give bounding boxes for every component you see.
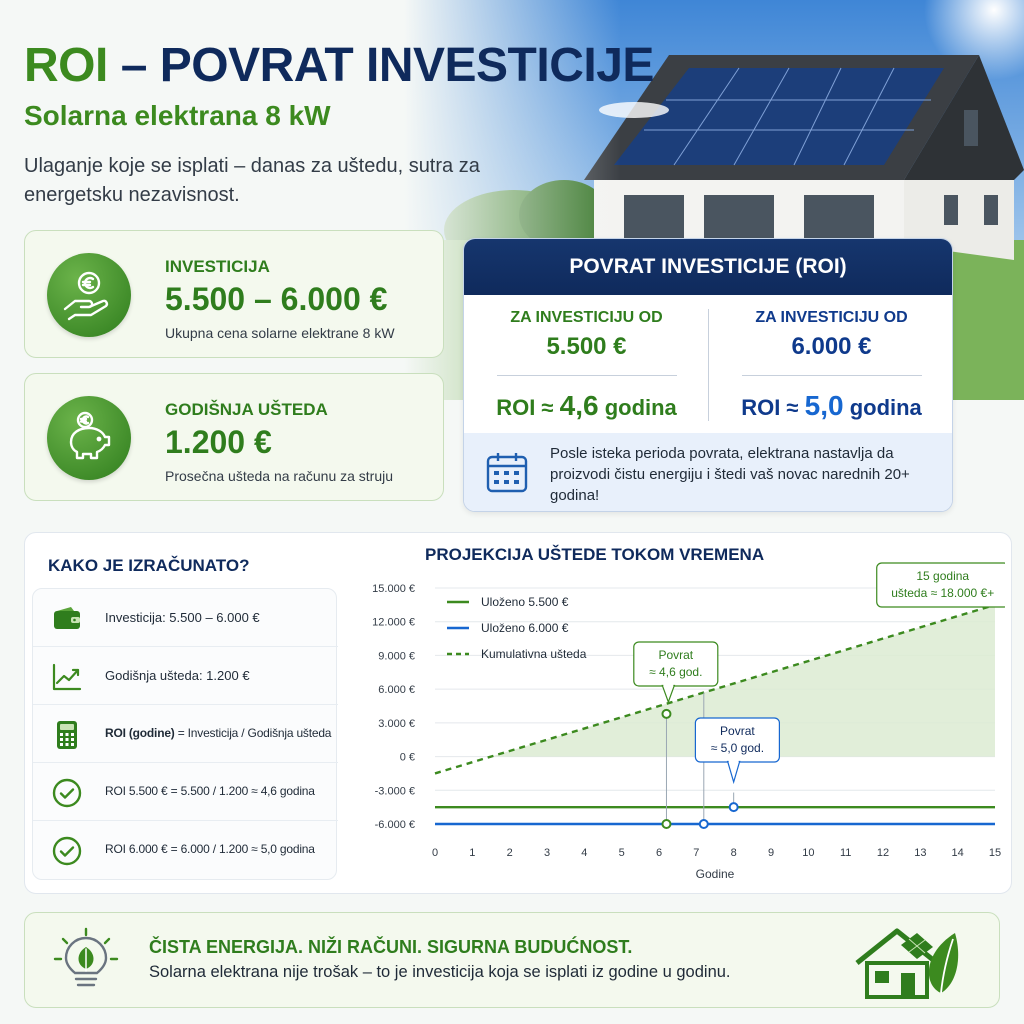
tagline: Ulaganje koje se isplati – danas za uštedu, sutra za energetsku nezavisnost. <box>24 155 480 206</box>
roi-right-years: 5,0 <box>804 390 844 421</box>
list-item-text: Godišnja ušteda: 1.200 € <box>105 668 250 683</box>
x-tick-label: 10 <box>802 847 815 859</box>
footer-headline: ČISTA ENERGIJA. NIŽI RAČUNI. SIGURNA BUDUĆNOST. <box>149 937 633 957</box>
x-tick-label: 12 <box>876 847 890 859</box>
legend-label-2: Kumulativna ušteda <box>481 647 587 661</box>
how-calculated-list <box>32 588 337 880</box>
savings-desc: Prosečna ušteda na računu za struju <box>165 468 394 484</box>
annotation-line2-2: ušteda ≈ 18.000 €+ <box>891 586 995 600</box>
divider <box>497 375 677 376</box>
investment-value: 5.500 – 6.000 € <box>165 281 388 317</box>
title-roi: ROI <box>24 39 108 92</box>
lightbulb-leaf-icon <box>51 927 121 997</box>
roi-right-result <box>709 390 953 422</box>
x-tick-label: 9 <box>767 847 775 859</box>
data-marker-2 <box>700 820 708 828</box>
chart-title: PROJEKCIJA UŠTEDE TOKOM VREMENA <box>425 545 765 564</box>
list-item <box>33 647 338 705</box>
savings-card <box>24 373 444 501</box>
formula-rest: = Investicija / Godišnja ušteda <box>174 726 332 740</box>
list-item <box>33 705 338 763</box>
list-item <box>33 763 338 821</box>
data-marker-0 <box>662 710 670 718</box>
x-tick-label: 13 <box>914 847 927 859</box>
y-tick-label: 15.000 € <box>372 583 415 595</box>
list-item-text: ROI 5.500 € = 5.500 / 1.200 ≈ 4,6 godina <box>105 784 315 798</box>
list-item-text <box>105 726 331 740</box>
list-item-text: ROI 6.000 € = 6.000 / 1.200 ≈ 5,0 godina <box>105 842 315 856</box>
savings-label: GODIŠNJA UŠTEDA <box>165 400 328 419</box>
legend-label-0: Uloženo 5.500 € <box>481 595 569 609</box>
trend-up-icon <box>51 661 83 693</box>
roi-column-6000 <box>709 309 953 422</box>
annotation-line1-2: 15 godina <box>916 569 970 583</box>
divider <box>742 375 922 376</box>
x-tick-label: 15 <box>988 847 1002 859</box>
roi-left-years: 4,6 <box>559 390 599 421</box>
investment-desc: Ukupna cena solarne elektrane 8 kW <box>165 325 395 341</box>
savings-projection-chart <box>340 560 1005 890</box>
page-subtitle: Solarna elektrana 8 kW <box>24 100 331 131</box>
x-tick-label: 1 <box>469 847 476 859</box>
piggy-bank-icon <box>47 396 131 480</box>
x-tick-label: 14 <box>951 847 964 859</box>
roi-note <box>464 433 952 512</box>
annotation-line1-1: Povrat <box>720 724 755 738</box>
x-tick-label: 7 <box>693 847 700 859</box>
roi-note-text: Posle isteka perioda povrata, elektrana nastavlja da proizvodi čistu energiju i štedi vaš novac narednih 20+ godina! <box>550 445 910 504</box>
data-marker-3 <box>730 803 738 811</box>
wallet-icon <box>51 603 83 635</box>
annotation-line1-0: Povrat <box>658 648 694 662</box>
x-axis-label: Godine <box>695 867 735 881</box>
y-tick-label: 0 € <box>399 751 415 764</box>
x-tick-label: 0 <box>431 847 439 859</box>
roi-right-prefix: ROI ≈ <box>741 395 799 420</box>
annotation-tail-0 <box>662 686 674 703</box>
euro-hand-icon <box>47 253 131 337</box>
title-rest: – POVRAT INVESTICIJE <box>120 39 654 92</box>
y-tick-label: -6.000 € <box>374 819 415 831</box>
house-solar-leaf-icon <box>851 919 961 1003</box>
list-item <box>33 821 338 879</box>
x-tick-label: 5 <box>618 847 625 859</box>
roi-column-5500 <box>464 309 709 422</box>
check-circle-icon <box>51 777 83 809</box>
annotation-tail-1 <box>728 762 740 783</box>
investment-label: INVESTICIJA <box>165 257 270 276</box>
roi-right-heading: ZA INVESTICIJU OD <box>755 309 908 326</box>
roi-right-suffix: godina <box>849 395 922 420</box>
check-circle-icon <box>51 835 83 867</box>
formula-bold: ROI (godine) <box>105 726 175 740</box>
y-tick-label: 6.000 € <box>378 684 415 697</box>
roi-summary-box <box>463 238 953 512</box>
annotation-line2-1: ≈ 5,0 god. <box>710 741 765 755</box>
how-calculated-title: KAKO JE IZRAČUNATO? <box>48 556 250 575</box>
roi-left-prefix: ROI ≈ <box>496 395 554 420</box>
x-tick-label: 11 <box>839 847 852 859</box>
calendar-icon <box>484 449 530 495</box>
x-tick-label: 4 <box>581 847 588 859</box>
list-item-text: Investicija: 5.500 – 6.000 € <box>105 610 260 625</box>
roi-left-heading: ZA INVESTICIJU OD <box>510 309 663 326</box>
footer-text: Solarna elektrana nije trošak – to je investicija koja se isplati iz godine u godinu. <box>149 963 731 981</box>
roi-left-suffix: godina <box>604 395 677 420</box>
y-tick-label: 12.000 € <box>372 616 415 629</box>
savings-value: 1.200 € <box>165 424 272 460</box>
roi-box-title: POVRAT INVESTICIJE (ROI) <box>464 239 952 295</box>
y-tick-label: 9.000 € <box>378 650 415 663</box>
footer-banner <box>24 912 1000 1008</box>
data-marker-1 <box>662 820 670 828</box>
roi-left-result <box>464 390 709 422</box>
list-item <box>33 589 338 647</box>
y-tick-label: -3.000 € <box>374 785 415 798</box>
investment-card <box>24 230 444 358</box>
legend-label-1: Uloženo 6.000 € <box>481 621 569 635</box>
calculator-icon <box>51 719 83 751</box>
page-title <box>24 38 654 93</box>
x-tick-label: 6 <box>655 847 663 859</box>
x-tick-label: 2 <box>506 847 513 859</box>
roi-left-amount: 5.500 € <box>546 333 627 360</box>
x-tick-label: 8 <box>730 847 737 859</box>
x-tick-label: 3 <box>543 847 551 859</box>
roi-right-amount: 6.000 € <box>791 333 872 360</box>
y-tick-label: 3.000 € <box>378 717 415 730</box>
annotation-line2-0: ≈ 4,6 god. <box>649 665 703 679</box>
